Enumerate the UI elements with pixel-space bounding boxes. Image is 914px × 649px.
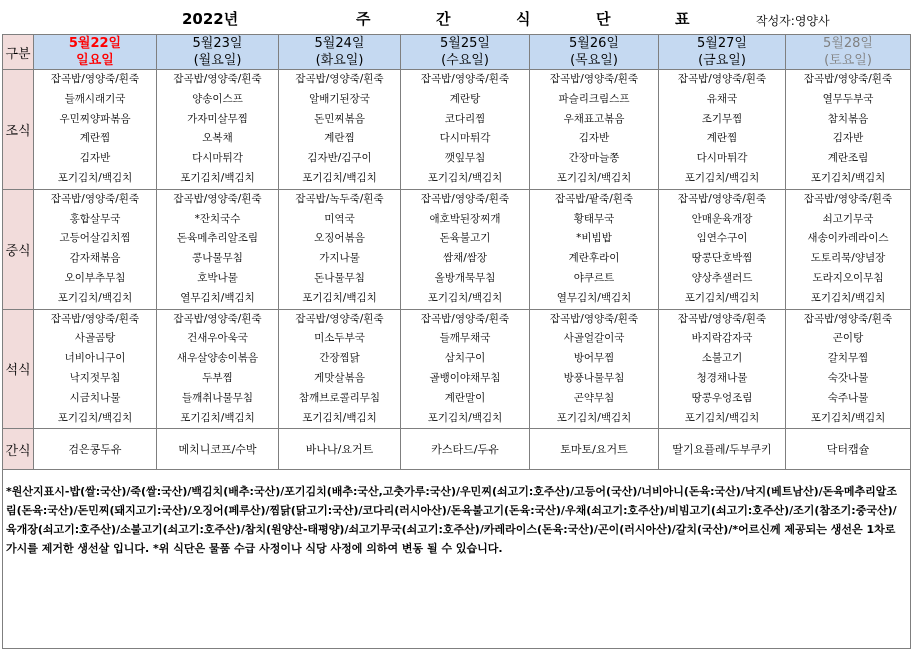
menu-item: 잡곡밥/영양죽/흰죽 (803, 192, 893, 205)
menu-item: 다시마튀각 (192, 152, 243, 165)
menu-item: 새송이카레라이스 (807, 232, 889, 245)
snack-cell: 닥터캡슐 (786, 429, 911, 470)
menu-item: 포기김치/백김치 (427, 171, 503, 184)
menu-item: 계란탕 (449, 92, 481, 105)
menu-item: 황태무국 (573, 212, 615, 225)
snack-cell: 바나나/요거트 (279, 429, 401, 470)
meal-cell (279, 70, 401, 190)
menu-item: 숙갓나물 (827, 371, 869, 384)
day-weekday: (월요일) (193, 53, 242, 68)
menu-item: 오복채 (202, 132, 233, 145)
meal-cell (530, 189, 659, 309)
meal-cell (659, 70, 786, 190)
category-label: 조식 (3, 70, 34, 190)
menu-item: 들깨시래기국 (64, 92, 126, 105)
header-row (3, 35, 911, 70)
menu-item: 포기김치/백김치 (57, 411, 133, 424)
menu-item: 김자반 (79, 152, 111, 165)
menu-item: 청경채나물 (696, 371, 748, 384)
day-weekday: (수요일) (441, 53, 489, 68)
menu-item: 참깨브로콜리무침 (298, 391, 381, 404)
meal-row (3, 70, 911, 190)
menu-item: 잡곡밥/영양죽/흰죽 (420, 312, 510, 325)
day-date: 5월28일 (823, 36, 873, 51)
menu-item: 포기김치/백김치 (684, 411, 760, 424)
menu-item: 우채표고볶음 (563, 112, 625, 125)
menu-item: 건새우아욱국 (187, 332, 248, 345)
menu-item: 잡곡밥/영양죽/흰죽 (173, 312, 262, 325)
menu-item: 잡곡밥/영양죽/흰죽 (677, 73, 767, 85)
menu-item: 곤약무침 (573, 391, 615, 404)
menu-item: 포기김치/백김치 (810, 411, 886, 424)
menu-item: 골뱅이야채무침 (429, 371, 501, 384)
menu-item: 파슬리크림스프 (558, 92, 630, 105)
meal-cell (34, 309, 157, 429)
day-weekday: (토요일) (824, 53, 872, 68)
menu-item: 미역국 (324, 212, 355, 225)
menu-item: 땅콩우엉조림 (691, 391, 753, 404)
menu-item: 홍합살무국 (69, 212, 121, 225)
title-char: 단 (596, 10, 611, 28)
menu-item: 너비아니구이 (64, 352, 126, 365)
menu-item: 잡곡밥/영양죽/흰죽 (677, 192, 767, 205)
meal-cell (786, 309, 911, 429)
menu-item: 코다리찜 (444, 112, 486, 125)
menu-item: 바지락감자국 (691, 332, 753, 345)
menu-item: 유채국 (706, 92, 738, 105)
day-weekday: (목요일) (570, 53, 618, 68)
menu-item: 잡곡밥/영양죽/흰죽 (420, 73, 510, 85)
menu-item: 열무김치/백김치 (180, 291, 255, 304)
menu-item: 양상추샐러드 (691, 271, 753, 284)
menu-item: 계란후라이 (568, 252, 620, 265)
menu-item: 포기김치/백김치 (684, 171, 760, 184)
meal-cell (157, 309, 279, 429)
menu-item: 포기김치/백김치 (556, 171, 632, 184)
menu-item: 포기김치/백김치 (180, 171, 255, 184)
menu-item: 들깨취나물무침 (181, 391, 253, 404)
meal-cell (157, 70, 279, 190)
menu-item: 잡곡밥/영양죽/흰죽 (295, 312, 384, 325)
menu-item: 포기김치/백김치 (427, 291, 503, 304)
menu-item: 애호박된장찌개 (429, 212, 501, 225)
menu-item: 안매운육개장 (691, 212, 753, 225)
menu-item: 소불고기 (701, 352, 743, 365)
snack-cell: 딸기요플레/두부쿠키 (659, 429, 786, 470)
menu-item: 알배기된장국 (309, 92, 370, 105)
menu-item: 다시마튀각 (439, 132, 491, 145)
meal-cell (279, 189, 401, 309)
day-header-sun (34, 35, 157, 70)
menu-item: 포기김치/백김치 (302, 291, 377, 304)
meal-row (3, 309, 911, 429)
menu-item: 갈치무찜 (827, 352, 869, 365)
menu-item: 계란찜 (324, 132, 355, 145)
menu-item: 돈육불고기 (439, 232, 491, 245)
menu-item: 콩나물무침 (192, 252, 243, 265)
category-header: 구분 (3, 35, 34, 70)
author-label: 작성자:영양사 (756, 14, 830, 28)
meal-cell (401, 189, 530, 309)
menu-item: 돈육메추리알조림 (176, 232, 259, 245)
snack-cell: 메치니코프/수박 (157, 429, 279, 470)
menu-item: 계란조림 (827, 152, 869, 165)
menu-item: 포기김치/백김치 (302, 411, 377, 424)
menu-item: *잔치국수 (194, 212, 241, 225)
menu-item: 잡곡밥/영양죽/흰죽 (549, 73, 639, 85)
menu-item: 김자반 (578, 132, 610, 145)
menu-item: 숙주나물 (827, 391, 869, 404)
menu-item: 포기김치/백김치 (684, 291, 760, 304)
day-header-sat (786, 35, 911, 70)
menu-item: 곤이탕 (832, 332, 864, 345)
menu-item: 계란말이 (444, 391, 486, 404)
menu-item: 간장찜닭 (319, 352, 360, 365)
menu-sheet (2, 2, 910, 604)
meal-cell (530, 309, 659, 429)
menu-item: 잡곡밥/영양죽/흰죽 (50, 192, 140, 205)
day-header-wed (401, 35, 530, 70)
menu-item: 야쿠르트 (573, 271, 615, 284)
meal-cell (530, 70, 659, 190)
year-label: 2022년 (182, 10, 239, 28)
meal-cell (157, 189, 279, 309)
menu-item: 삼치구이 (444, 352, 486, 365)
day-weekday: (금요일) (698, 53, 746, 68)
category-label: 중식 (3, 189, 34, 309)
meal-row (3, 189, 911, 309)
menu-item: 도라지오이무침 (812, 271, 884, 284)
menu-item: 두부찜 (202, 371, 233, 384)
menu-item: 임연수구이 (696, 232, 748, 245)
menu-item: 가자미살무찜 (187, 112, 248, 125)
menu-item: 잡곡밥/영양죽/흰죽 (803, 73, 893, 85)
title-char: 식 (516, 10, 531, 28)
menu-item: 돈나물무침 (314, 271, 365, 284)
menu-item: 방풍나물무침 (563, 371, 625, 384)
menu-item: 잡곡밥/영양죽/흰죽 (173, 73, 262, 85)
menu-item: 열무김치/백김치 (556, 291, 632, 304)
meal-cell (401, 309, 530, 429)
note-row (3, 470, 911, 649)
menu-item: 시금치나물 (69, 391, 121, 404)
menu-item: 깻잎무침 (444, 152, 486, 165)
menu-item: 낙지젓무침 (69, 371, 121, 384)
menu-item: 포기김치/백김치 (810, 291, 886, 304)
menu-item: 호박나물 (197, 271, 238, 284)
day-header-thu (530, 35, 659, 70)
day-header-fri (659, 35, 786, 70)
title-char: 간 (436, 10, 451, 28)
menu-item: 포기김치/백김치 (556, 411, 632, 424)
title-char: 표 (675, 10, 690, 28)
menu-item: 잡곡밥/영양죽/흰죽 (50, 73, 140, 85)
snack-row (3, 429, 911, 470)
menu-item: 우민찌양파볶음 (59, 112, 131, 125)
menu-item: 김자반/김구이 (307, 152, 372, 165)
category-snack: 간식 (3, 429, 34, 470)
menu-item: 올방개묵무침 (434, 271, 496, 284)
menu-item: 오이부추무침 (64, 271, 126, 284)
menu-item: 계란찜 (706, 132, 738, 145)
menu-item: 포기김치/백김치 (57, 171, 133, 184)
menu-item: 다시마튀각 (696, 152, 748, 165)
menu-item: 간장마늘쫑 (568, 152, 620, 165)
menu-item: 쇠고기무국 (822, 212, 874, 225)
menu-item: 김자반 (832, 132, 864, 145)
origin-note: *원산지표시-밥(쌀:국산)/죽(쌀:국산)/백김치(배추:국산)/포기김치(배추:국산,고춧가루:국산)/우민찌(쇠고기:호주산)/고등어(국산)/너비아니(돈육:국산)/낙지(베트남산)/돈육메추리알조림(돈육:국산)/돈민찌(돼지고기:국산)/오징어(페루산)/찜닭(닭고기:국산)/코다리(러시아산)/돈육불고기(돈육:국산)/우채(쇠고기:호주산)/비빔고기(쇠고기:호주산)/조기(참조기:중국산)/육개장(쇠고기:호주산)/소불고기(쇠고기:호주산)/참치(원양산-태평양)/쇠고기무국(쇠고기:호주산)/카레라이스(돈육:국산)/곤이(러시아산)/갈치(국산)/*어르신께 제공되는 생선은 1차로 가시를 제거한 생선살 입니다. *위 식단은 물품 수급 사정이나 식당 사정에 의하여 변동 될 수 있습니다. (3, 470, 911, 649)
menu-item: 잡곡밥/영양죽/흰죽 (549, 312, 639, 325)
menu-item: 잡곡밥/팥죽/흰죽 (554, 192, 634, 205)
snack-cell: 카스타드/두유 (401, 429, 530, 470)
menu-item: 열무두부국 (822, 92, 874, 105)
menu-item: *비빔밥 (576, 232, 612, 245)
day-date: 5월25일 (440, 36, 490, 51)
day-date: 5월27일 (697, 36, 747, 51)
menu-item: 잡곡밥/영양죽/흰죽 (677, 312, 767, 325)
menu-item: 포기김치/백김치 (180, 411, 255, 424)
snack-cell: 토마토/요거트 (530, 429, 659, 470)
menu-item: 잡곡밥/영양죽/흰죽 (803, 312, 893, 325)
day-weekday: (화요일) (315, 53, 364, 68)
menu-item: 쌈채/쌈장 (442, 252, 488, 265)
menu-item: 잡곡밥/녹두죽/흰죽 (295, 192, 384, 205)
day-header-mon (157, 35, 279, 70)
menu-item: 가지나물 (319, 252, 360, 265)
meal-rows (3, 70, 911, 429)
meal-cell (34, 189, 157, 309)
menu-item: 방어무찜 (573, 352, 615, 365)
menu-item: 미소두부국 (314, 332, 365, 345)
menu-item: 양송이스프 (192, 92, 243, 105)
menu-item: 들깨무채국 (439, 332, 491, 345)
menu-item: 조기무찜 (701, 112, 743, 125)
menu-item: 사골얼갈이국 (563, 332, 625, 345)
menu-item: 감자채볶음 (69, 252, 121, 265)
menu-item: 돈민찌볶음 (314, 112, 365, 125)
menu-item: 잡곡밥/영양죽/흰죽 (50, 312, 140, 325)
menu-item: 고등어살김치찜 (59, 232, 131, 245)
weekly-menu-table (2, 34, 911, 649)
menu-item: 참치볶음 (827, 112, 869, 125)
menu-item: 잡곡밥/영양죽/흰죽 (420, 192, 510, 205)
title-row (2, 2, 910, 34)
title-char: 주 (356, 10, 371, 28)
day-date: 5월22일 (68, 36, 122, 51)
menu-item: 게맛살볶음 (314, 371, 365, 384)
menu-item: 포기김치/백김치 (427, 411, 503, 424)
menu-item: 사골곰탕 (74, 332, 116, 345)
day-date: 5월26일 (569, 36, 619, 51)
menu-item: 오징어볶음 (314, 232, 365, 245)
menu-item: 포기김치/백김치 (302, 171, 377, 184)
menu-item: 잡곡밥/영양죽/흰죽 (295, 73, 384, 85)
snack-cell: 검은콩두유 (34, 429, 157, 470)
menu-item: 계란찜 (79, 132, 111, 145)
menu-item: 도토리묵/양념장 (810, 252, 886, 265)
meal-cell (786, 189, 911, 309)
meal-cell (34, 70, 157, 190)
day-date: 5월23일 (192, 36, 243, 51)
day-header-tue (279, 35, 401, 70)
meal-cell (401, 70, 530, 190)
meal-cell (659, 189, 786, 309)
meal-cell (786, 70, 911, 190)
meal-cell (279, 309, 401, 429)
menu-item: 새우살양송이볶음 (176, 352, 259, 365)
meal-cell (659, 309, 786, 429)
category-label: 석식 (3, 309, 34, 429)
day-weekday: 일요일 (76, 53, 114, 68)
menu-item: 잡곡밥/영양죽/흰죽 (173, 192, 262, 205)
menu-item: 포기김치/백김치 (57, 291, 133, 304)
menu-item: 포기김치/백김치 (810, 171, 886, 184)
day-date: 5월24일 (314, 36, 365, 51)
menu-item: 땅콩단호박찜 (691, 252, 753, 265)
